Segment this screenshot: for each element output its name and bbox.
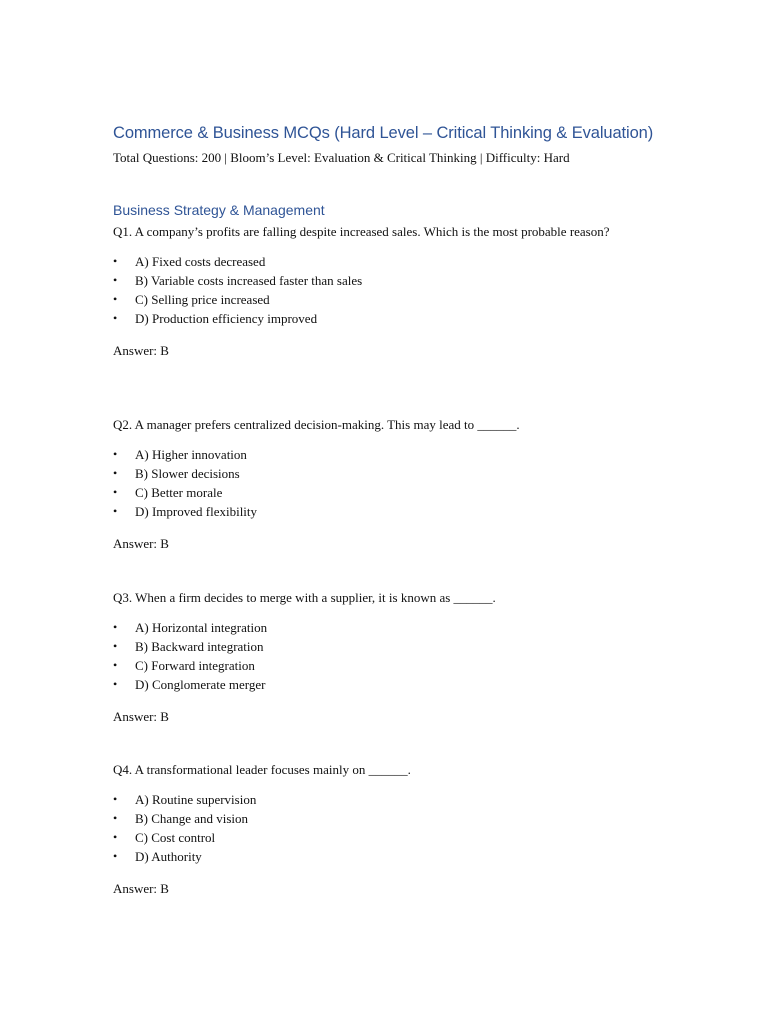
- question-text: Q1. A company’s profits are falling despite increased sales. Which is the most probable reason?: [113, 224, 610, 239]
- bullet-icon: •: [113, 811, 118, 825]
- option-text: B) Slower decisions: [135, 466, 240, 481]
- option-item: [113, 502, 673, 521]
- bullet-icon: •: [113, 677, 118, 691]
- option-text: C) Better morale: [135, 485, 223, 500]
- bullet-icon: •: [113, 447, 118, 461]
- question-block: [113, 222, 673, 360]
- bullet-icon: •: [113, 254, 118, 268]
- bullet-icon: •: [113, 504, 118, 518]
- option-text: B) Change and vision: [135, 811, 249, 826]
- option-item: [113, 483, 673, 502]
- option-item: [113, 656, 673, 675]
- question-block: [113, 760, 673, 898]
- section-heading: Business Strategy & Management: [113, 202, 325, 218]
- bullet-icon: •: [113, 620, 118, 634]
- option-list: [113, 790, 673, 866]
- answer-text: Answer: B: [113, 343, 169, 358]
- option-text: B) Backward integration: [135, 639, 264, 654]
- option-text: B) Variable costs increased faster than sales: [135, 273, 363, 288]
- option-item: [113, 290, 673, 309]
- answer-text: Answer: B: [113, 881, 169, 896]
- document-subtitle: Total Questions: 200 | Bloom’s Level: Evaluation & Critical Thinking | Difficulty: Hard: [113, 150, 570, 165]
- option-item: [113, 271, 673, 290]
- option-item: [113, 618, 673, 637]
- question-text: Q4. A transformational leader focuses mainly on ______.: [113, 762, 411, 777]
- answer-text: Answer: B: [113, 709, 169, 724]
- option-item: [113, 252, 673, 271]
- question-block: [113, 588, 673, 726]
- option-item: [113, 309, 673, 328]
- option-text: D) Production efficiency improved: [135, 311, 318, 326]
- bullet-icon: •: [113, 849, 118, 863]
- question-block: [113, 415, 673, 553]
- bullet-icon: •: [113, 485, 118, 499]
- bullet-icon: •: [113, 466, 118, 480]
- bullet-icon: •: [113, 292, 118, 306]
- option-item: [113, 847, 673, 866]
- option-item: [113, 675, 673, 694]
- bullet-icon: •: [113, 792, 118, 806]
- option-text: A) Routine supervision: [135, 792, 257, 807]
- option-item: [113, 828, 673, 847]
- option-list: [113, 445, 673, 521]
- answer-text: Answer: B: [113, 536, 169, 551]
- option-item: [113, 809, 673, 828]
- option-text: A) Higher innovation: [135, 447, 247, 462]
- option-text: C) Forward integration: [135, 658, 255, 673]
- bullet-icon: •: [113, 658, 118, 672]
- option-list: [113, 252, 673, 328]
- option-text: C) Selling price increased: [135, 292, 270, 307]
- bullet-icon: •: [113, 273, 118, 287]
- option-text: D) Authority: [135, 849, 202, 864]
- option-text: A) Horizontal integration: [135, 620, 268, 635]
- option-item: [113, 464, 673, 483]
- question-text: Q3. When a firm decides to merge with a supplier, it is known as ______.: [113, 590, 496, 605]
- option-text: D) Improved flexibility: [135, 504, 258, 519]
- option-list: [113, 618, 673, 694]
- document-title: Commerce & Business MCQs (Hard Level – Critical Thinking & Evaluation): [113, 124, 654, 142]
- option-item: [113, 637, 673, 656]
- option-item: [113, 445, 673, 464]
- option-text: A) Fixed costs decreased: [135, 254, 266, 269]
- bullet-icon: •: [113, 639, 118, 653]
- bullet-icon: •: [113, 311, 118, 325]
- option-item: [113, 790, 673, 809]
- option-text: D) Conglomerate merger: [135, 677, 266, 692]
- option-text: C) Cost control: [135, 830, 216, 845]
- question-text: Q2. A manager prefers centralized decision-making. This may lead to ______.: [113, 417, 520, 432]
- bullet-icon: •: [113, 830, 118, 844]
